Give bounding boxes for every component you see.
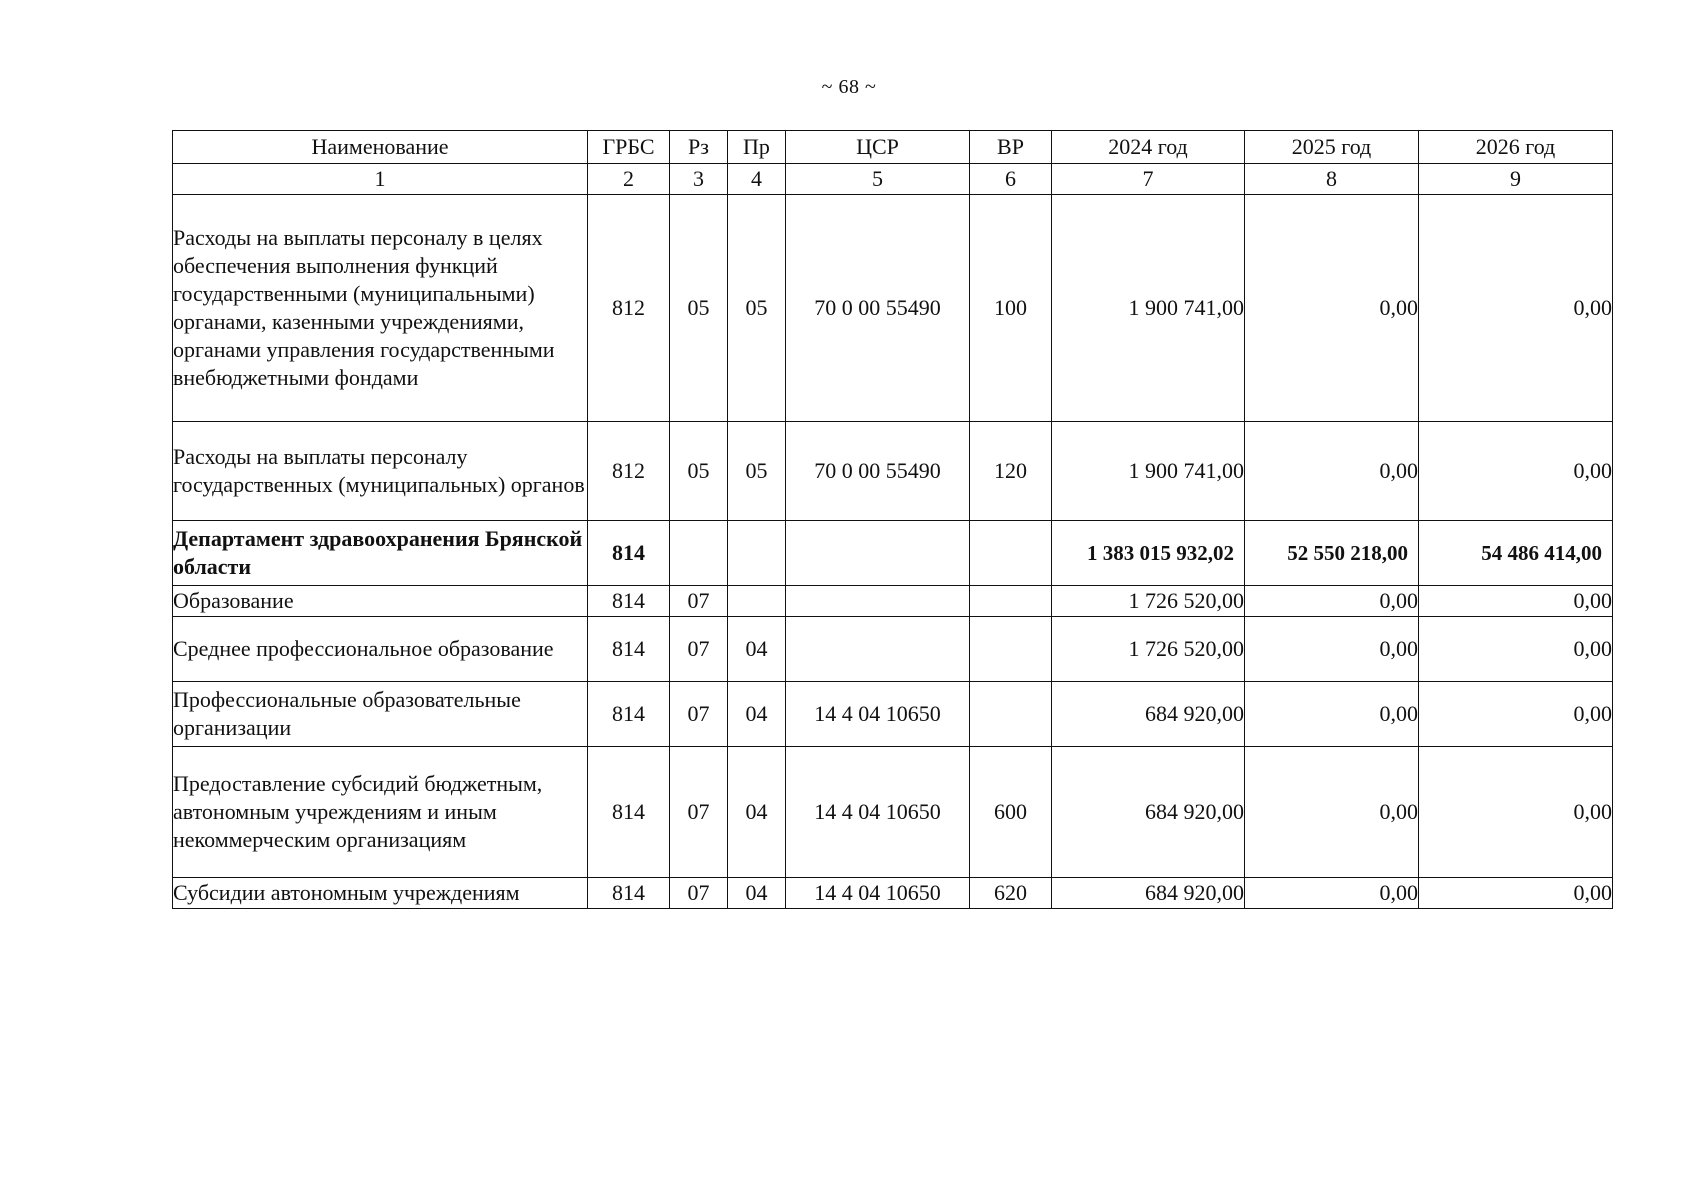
header-name: Наименование xyxy=(173,131,588,164)
row-grbs: 812 xyxy=(588,422,670,521)
row-rz: 07 xyxy=(670,747,728,878)
row-pr: 04 xyxy=(728,682,786,747)
row-2024: 684 920,00 xyxy=(1052,682,1245,747)
row-name: Расходы на выплаты персоналу в целях обеспечения выполнения функций государственными (муниципальными) органами, казенными учреждениями, органами управления государственными внебюджетными фондами xyxy=(173,195,588,422)
row-csr xyxy=(786,521,970,586)
row-rz xyxy=(670,521,728,586)
header-pr: Пр xyxy=(728,131,786,164)
column-number: 7 xyxy=(1052,164,1245,195)
row-2026: 0,00 xyxy=(1419,878,1613,909)
row-vr: 100 xyxy=(970,195,1052,422)
row-name: Предоставление субсидий бюджетным, автономным учреждениям и иным некоммерческим организациям xyxy=(173,747,588,878)
row-2024: 1 900 741,00 xyxy=(1052,195,1245,422)
header-rz: Рз xyxy=(670,131,728,164)
row-vr xyxy=(970,682,1052,747)
row-csr xyxy=(786,586,970,617)
row-2026: 54 486 414,00 xyxy=(1419,521,1613,586)
row-csr xyxy=(786,617,970,682)
row-vr xyxy=(970,586,1052,617)
row-grbs: 814 xyxy=(588,521,670,586)
row-csr: 70 0 00 55490 xyxy=(786,195,970,422)
column-number-row xyxy=(173,164,1613,195)
row-2024: 684 920,00 xyxy=(1052,878,1245,909)
row-csr: 14 4 04 10650 xyxy=(786,682,970,747)
row-pr: 04 xyxy=(728,747,786,878)
row-name: Расходы на выплаты персоналу государственных (муниципальных) органов xyxy=(173,422,588,521)
column-number: 8 xyxy=(1245,164,1419,195)
row-grbs: 814 xyxy=(588,747,670,878)
row-vr: 120 xyxy=(970,422,1052,521)
budget-table xyxy=(172,130,1613,909)
row-2025: 0,00 xyxy=(1245,682,1419,747)
row-grbs: 814 xyxy=(588,682,670,747)
header-csr: ЦСР xyxy=(786,131,970,164)
table-row xyxy=(173,195,1613,422)
table-row xyxy=(173,682,1613,747)
row-pr: 04 xyxy=(728,617,786,682)
row-rz: 05 xyxy=(670,195,728,422)
row-2024: 1 726 520,00 xyxy=(1052,586,1245,617)
column-number: 6 xyxy=(970,164,1052,195)
row-2025: 0,00 xyxy=(1245,422,1419,521)
row-name: Департамент здравоохранения Брянской области xyxy=(173,521,588,586)
row-2026: 0,00 xyxy=(1419,422,1613,521)
column-number: 3 xyxy=(670,164,728,195)
table-row xyxy=(173,878,1613,909)
table-row xyxy=(173,586,1613,617)
row-pr xyxy=(728,586,786,617)
table-row xyxy=(173,617,1613,682)
row-grbs: 814 xyxy=(588,617,670,682)
table-header xyxy=(173,131,1613,164)
row-csr: 14 4 04 10650 xyxy=(786,747,970,878)
row-2026: 0,00 xyxy=(1419,195,1613,422)
row-pr: 05 xyxy=(728,422,786,521)
row-name: Субсидии автономным учреждениям xyxy=(173,878,588,909)
row-2025: 0,00 xyxy=(1245,617,1419,682)
page-number: ~ 68 ~ xyxy=(821,76,877,98)
row-pr xyxy=(728,521,786,586)
table-row xyxy=(173,747,1613,878)
row-vr: 620 xyxy=(970,878,1052,909)
column-number: 2 xyxy=(588,164,670,195)
header-2025: 2025 год xyxy=(1245,131,1419,164)
row-name: Среднее профессиональное образование xyxy=(173,617,588,682)
column-number: 5 xyxy=(786,164,970,195)
row-vr xyxy=(970,521,1052,586)
row-grbs: 814 xyxy=(588,878,670,909)
row-2024: 1 383 015 932,02 xyxy=(1052,521,1245,586)
row-name: Образование xyxy=(173,586,588,617)
column-number: 4 xyxy=(728,164,786,195)
row-rz: 07 xyxy=(670,617,728,682)
row-2026: 0,00 xyxy=(1419,682,1613,747)
row-2024: 1 726 520,00 xyxy=(1052,617,1245,682)
row-2025: 0,00 xyxy=(1245,747,1419,878)
header-2024: 2024 год xyxy=(1052,131,1245,164)
row-vr: 600 xyxy=(970,747,1052,878)
row-2024: 684 920,00 xyxy=(1052,747,1245,878)
row-rz: 05 xyxy=(670,422,728,521)
header-2026: 2026 год xyxy=(1419,131,1613,164)
row-vr xyxy=(970,617,1052,682)
header-grbs: ГРБС xyxy=(588,131,670,164)
row-2025: 0,00 xyxy=(1245,586,1419,617)
column-number: 9 xyxy=(1419,164,1613,195)
column-number: 1 xyxy=(173,164,588,195)
row-grbs: 812 xyxy=(588,195,670,422)
row-rz: 07 xyxy=(670,586,728,617)
row-2026: 0,00 xyxy=(1419,617,1613,682)
row-rz: 07 xyxy=(670,878,728,909)
row-name: Профессиональные образовательные организации xyxy=(173,682,588,747)
row-csr: 14 4 04 10650 xyxy=(786,878,970,909)
row-pr: 05 xyxy=(728,195,786,422)
table-row-department xyxy=(173,521,1613,586)
row-2026: 0,00 xyxy=(1419,586,1613,617)
row-csr: 70 0 00 55490 xyxy=(786,422,970,521)
header-row xyxy=(173,131,1613,164)
row-2026: 0,00 xyxy=(1419,747,1613,878)
row-2024: 1 900 741,00 xyxy=(1052,422,1245,521)
header-vr: ВР xyxy=(970,131,1052,164)
table-row xyxy=(173,422,1613,521)
row-rz: 07 xyxy=(670,682,728,747)
row-2025: 52 550 218,00 xyxy=(1245,521,1419,586)
row-pr: 04 xyxy=(728,878,786,909)
row-2025: 0,00 xyxy=(1245,878,1419,909)
row-2025: 0,00 xyxy=(1245,195,1419,422)
row-grbs: 814 xyxy=(588,586,670,617)
